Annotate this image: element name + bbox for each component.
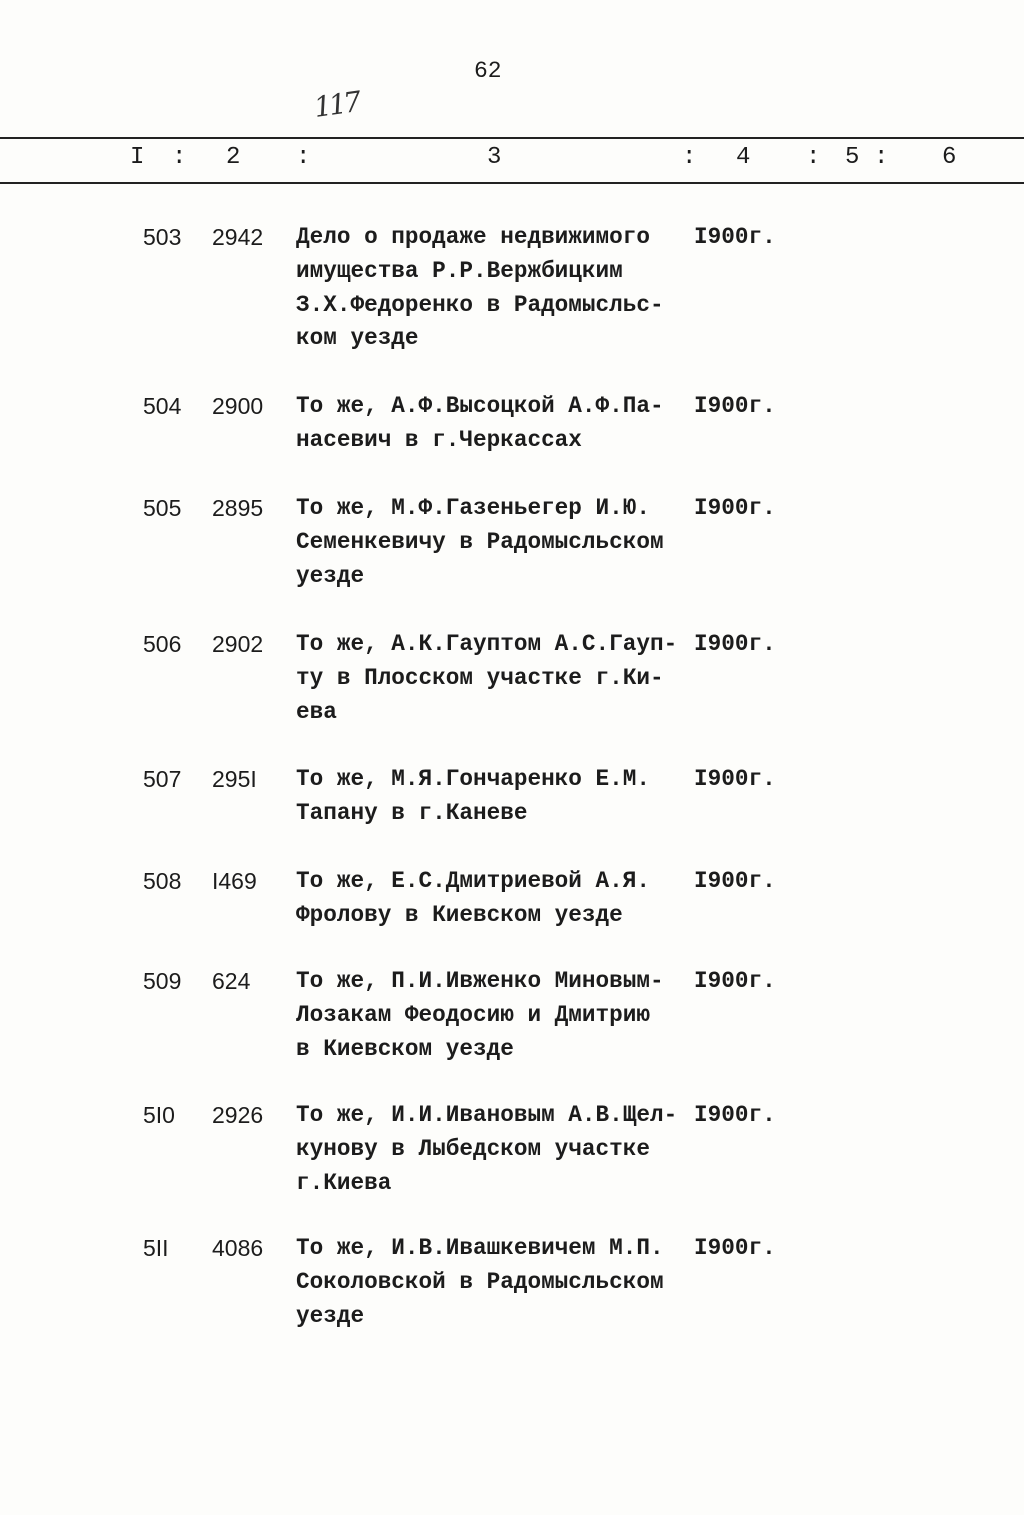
file-number: 624 (212, 968, 251, 994)
title-line: Семенкевичу в Радомысльском (296, 528, 664, 555)
title-line: То же, Е.С.Дмитриевой А.Я. (296, 868, 650, 894)
item-date: I900г. (694, 495, 776, 521)
file-number: 2926 (212, 1102, 264, 1128)
item-title (296, 1232, 691, 1333)
file-number: 4086 (212, 1235, 264, 1261)
item-title (296, 865, 691, 933)
title-line: ева (296, 698, 337, 725)
item-title (296, 965, 691, 1066)
header-sep: : (682, 144, 697, 171)
handwritten-folio: 117 (311, 85, 361, 124)
title-line: То же, П.И.Ивженко Миновым- (296, 968, 664, 994)
file-number: 2895 (212, 495, 264, 521)
file-number: 2900 (212, 393, 264, 419)
item-number: 5I0 (143, 1102, 175, 1128)
header-col-2: 2 (226, 144, 241, 171)
title-line: Дело о продаже недвижимого (296, 224, 650, 250)
file-number: I469 (212, 868, 257, 894)
item-date: I900г. (694, 968, 776, 994)
title-line: уезде (296, 562, 365, 589)
title-line: То же, И.В.Ивашкевичем М.П. (296, 1235, 664, 1261)
title-line: То же, А.Ф.Высоцкой А.Ф.Па- (296, 393, 664, 419)
file-number: 2942 (212, 224, 264, 250)
item-title (296, 1099, 691, 1200)
header-bottom-rule (0, 182, 1024, 184)
title-line: Тапану в г.Каневе (296, 799, 528, 826)
item-date: I900г. (694, 868, 776, 894)
item-number: 505 (143, 495, 182, 521)
item-title (296, 492, 691, 593)
item-date: I900г. (694, 224, 776, 250)
item-date: I900г. (694, 631, 776, 657)
header-col-1: I (130, 144, 145, 171)
item-date: I900г. (694, 393, 776, 419)
item-date: I900г. (694, 1102, 776, 1128)
title-line: То же, М.Я.Гончаренко Е.М. (296, 766, 650, 792)
title-line: г.Киева (296, 1169, 392, 1196)
item-title (296, 763, 691, 831)
title-line: То же, И.И.Ивановым А.В.Щел- (296, 1102, 678, 1128)
header-sep: : (806, 144, 821, 171)
title-line: кунову в Лыбедском участке (296, 1135, 650, 1162)
title-line: имущества Р.Р.Вержбицким (296, 257, 623, 284)
title-line: ту в Плосском участке г.Ки- (296, 664, 664, 691)
title-line: Фролову в Киевском уезде (296, 901, 623, 928)
item-number: 5II (143, 1235, 169, 1261)
item-title (296, 221, 691, 356)
file-number: 2902 (212, 631, 264, 657)
page-number: 62 (474, 58, 502, 84)
item-number: 503 (143, 224, 182, 250)
item-number: 509 (143, 968, 182, 994)
title-line: То же, М.Ф.Газеньегер И.Ю. (296, 495, 650, 521)
title-line: в Киевском уезде (296, 1035, 514, 1062)
title-line: Соколовской в Радомысльском (296, 1268, 664, 1295)
header-col-5: 5 (845, 144, 860, 171)
item-title (296, 390, 691, 458)
header-col-6: 6 (942, 144, 957, 171)
item-number: 504 (143, 393, 182, 419)
file-number: 295I (212, 766, 257, 792)
header-col-4: 4 (736, 144, 751, 171)
item-title (296, 628, 691, 729)
item-date: I900г. (694, 1235, 776, 1261)
header-sep: : (874, 144, 889, 171)
title-line: ком уезде (296, 325, 419, 352)
item-number: 506 (143, 631, 182, 657)
title-line: уезде (296, 1302, 365, 1329)
header-sep: : (296, 144, 311, 171)
title-line: З.Х.Федоренко в Радомысльс- (296, 291, 664, 318)
title-line: То же, А.К.Гауптом А.С.Гауп- (296, 631, 678, 657)
item-number: 507 (143, 766, 182, 792)
header-sep: : (172, 144, 187, 171)
item-date: I900г. (694, 766, 776, 792)
item-number: 508 (143, 868, 182, 894)
title-line: Лозакам Феодосию и Дмитрию (296, 1001, 650, 1028)
title-line: насевич в г.Черкассах (296, 426, 582, 453)
header-top-rule (0, 137, 1024, 139)
header-col-3: 3 (487, 144, 502, 171)
